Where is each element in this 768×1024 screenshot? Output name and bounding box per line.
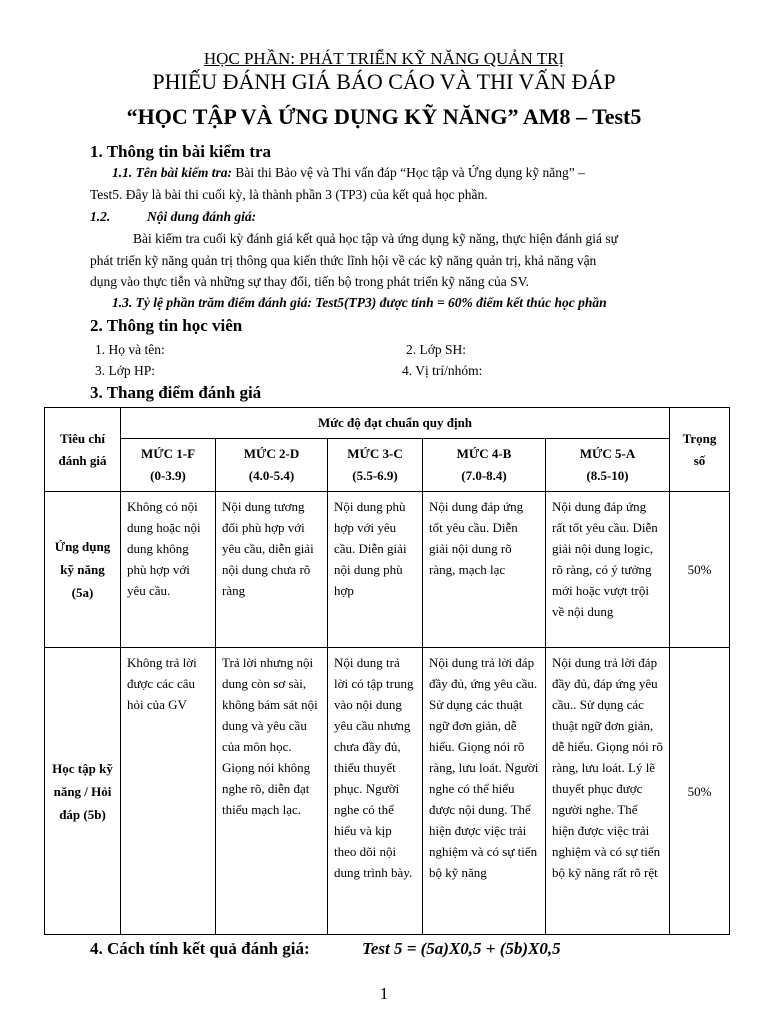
criteria-header: Tiêu chí đánh giá xyxy=(45,408,121,492)
score-ratio: 1.3. Tỷ lệ phần trăm điểm đánh giá: Test5(TP3) được tính = 60% điểm kết thúc học phần xyxy=(112,295,607,310)
test-name-text: Bài thi Bảo vệ và Thi vấn đáp “Học tập và Ứng dụng kỹ năng” – xyxy=(235,165,585,180)
section2-heading: 2. Thông tin học viên xyxy=(90,316,243,335)
content-label: Nội dung đánh giá: xyxy=(147,209,257,224)
criterion-cell: Ứng dụng kỹ năng (5a) xyxy=(45,492,121,648)
test-name-text-cont: Test5. Đây là bài thi cuối kỳ, là thành phần 3 (TP3) của kết quả học phần. xyxy=(90,187,488,202)
table-cell: Nội dung đáp ứng tốt yêu cầu. Diễn giải nội dung rõ ràng, mạch lạc xyxy=(423,492,546,648)
page-number: 1 xyxy=(379,984,389,1003)
table-cell: Nội dung phù hợp với yêu cầu. Diễn giải nội dung phù hợp xyxy=(328,492,423,648)
table-cell: Không trả lời được các câu hỏi của GV xyxy=(121,648,216,935)
section1-heading: 1. Thông tin bài kiểm tra xyxy=(90,142,272,161)
table-cell: Nội dung trả lời đáp đầy đủ, ứng yêu cầu. Sử dụng các thuật ngữ đơn giản, dễ hiểu. Giọng nói rõ ràng, lưu loát. Người nghe có thể hiểu được nội dung. Thể hiện được việc trải nghiệm và có sự tiến bộ kỹ năng xyxy=(423,648,546,935)
level-header: MỨC 4-B (7.0-8.4) xyxy=(423,439,546,492)
section4-heading: 4. Cách tính kết quả đánh giá: xyxy=(90,939,310,958)
level-header: MỨC 5-A (8.5-10) xyxy=(546,439,670,492)
table-row xyxy=(45,648,730,935)
level-header: MỨC 2-D (4.0-5.4) xyxy=(216,439,328,492)
table-cell: Nội dung trả lời đáp đầy đủ, đáp ứng yêu cầu.. Sử dụng các thuật ngữ đơn giản, dễ hiểu. Giọng nói rõ ràng, lưu loát. Lý lẽ thuyết phục được người nghe. Thể hiện được việc trải nghiệm và có sự tiến bộ kỹ năng rất rõ rệt xyxy=(546,648,670,935)
criterion-cell: Học tập kỹ năng / Hỏi đáp (5b) xyxy=(45,648,121,935)
test-name-label: 1.1. Tên bài kiểm tra: xyxy=(112,165,232,180)
form-title: PHIẾU ĐÁNH GIÁ BÁO CÁO VÀ THI VẤN ĐÁP xyxy=(152,69,616,94)
content-text-c: dụng vào thực tiễn và những sự thay đổi, tiến bộ trong phát triển kỹ năng của SV. xyxy=(90,274,530,289)
level-header: MỨC 1-F (0-3.9) xyxy=(121,439,216,492)
class-hp-field: 3. Lớp HP: xyxy=(95,363,156,378)
result-formula: Test 5 = (5a)X0,5 + (5b)X0,5 xyxy=(362,939,561,958)
table-cell: Nội dung trả lời có tập trung vào nội dung yêu cầu nhưng chưa đầy đủ, thiếu thuyết phục. Người nghe có thể hiểu và kịp theo dõi nội dung trình bày. xyxy=(328,648,423,935)
class-sh-field: 2. Lớp SH: xyxy=(406,342,467,357)
table-cell: Nội dung tương đối phù hợp với yêu cầu, diễn giải nội dung chưa rõ ràng xyxy=(216,492,328,648)
course-title: HỌC PHẦN: PHÁT TRIỂN KỸ NĂNG QUẢN TRỊ xyxy=(203,49,565,68)
content-text-a: Bài kiểm tra cuối kỳ đánh giá kết quả học tập và ứng dụng kỹ năng, thực hiện đánh giá sự xyxy=(133,231,618,246)
weight-header: Trọng số xyxy=(670,408,730,492)
weight-cell: 50% xyxy=(670,492,730,648)
table-cell: Trả lời nhưng nội dung còn sơ sài, không bám sát nội dung và yêu cầu của môn học. Giọng nói không nghe rõ, diễn đạt thiếu mạch lạc. xyxy=(216,648,328,935)
position-field: 4. Vị trí/nhóm: xyxy=(402,363,483,378)
section3-heading: 3. Thang điểm đánh giá xyxy=(90,383,262,402)
weight-cell: 50% xyxy=(670,648,730,935)
test-name-line xyxy=(112,162,585,183)
table-cell: Không có nội dung hoặc nội dung không phù hợp với yêu cầu. xyxy=(121,492,216,648)
content-number: 1.2. xyxy=(90,209,111,224)
student-name-field: 1. Họ và tên: xyxy=(95,342,165,357)
levels-header: Mức độ đạt chuẩn quy định xyxy=(121,408,670,439)
form-subtitle: “HỌC TẬP VÀ ỨNG DỤNG KỸ NĂNG” AM8 – Test5 xyxy=(126,104,642,129)
table-cell: Nội dung đáp ứng rất tốt yêu cầu. Diễn giải nội dung logic, rõ ràng, có ý tưởng mới hoặc vượt trội về nội dung xyxy=(546,492,670,648)
table-row xyxy=(45,492,730,648)
level-header: MỨC 3-C (5.5-6.9) xyxy=(328,439,423,492)
grading-table xyxy=(44,407,730,935)
content-text-b: phát triển kỹ năng quản trị thông qua kiến thức lĩnh hội về các kỹ năng quản trị, khả năng vận xyxy=(90,253,597,268)
